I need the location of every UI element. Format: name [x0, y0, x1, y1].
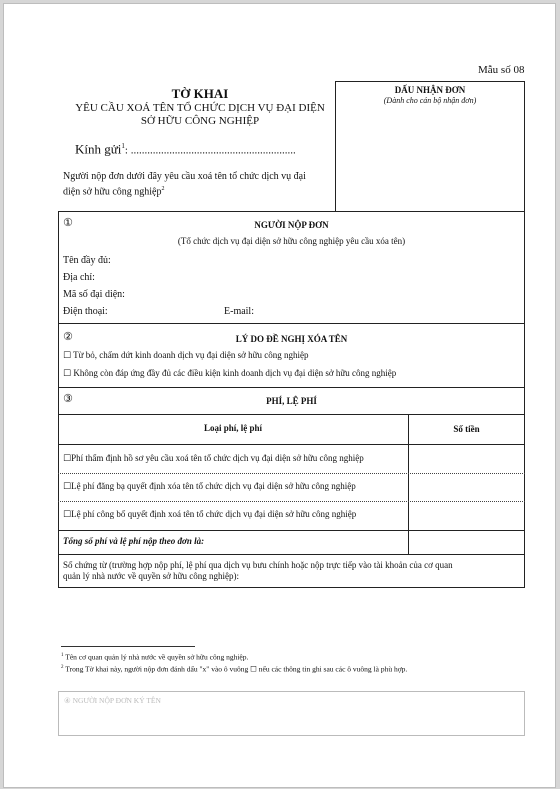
checkbox-icon[interactable]: ☐: [63, 454, 72, 464]
section1-number: ①: [63, 216, 73, 229]
fee-row-label: Phí thẩm định hồ sơ yêu cầu xoá tên tổ chức dịch vụ đại diện sở hữu công nghiệp: [71, 453, 364, 463]
fee-row-label: Lệ phí đăng bạ quyết định xóa tên tổ chức dịch vụ đại diện sở hữu công nghiệp: [71, 481, 356, 491]
row-divider: [58, 473, 525, 474]
addressee-label: Kính gửi: [75, 141, 122, 157]
amount-header: Số tiền: [453, 424, 480, 434]
footnote: [61, 663, 407, 675]
addressee: [75, 139, 296, 158]
stamp-box-title: DẤU NHẬN ĐƠN: [394, 85, 466, 95]
intro-line2: diện sở hữu công nghiệp: [63, 186, 162, 198]
section1-title: NGƯỜI NỘP ĐƠN: [254, 220, 329, 230]
reason-option[interactable]: [63, 368, 396, 380]
phone-label: Điện thoại:: [63, 306, 108, 317]
form-subtitle-line2: SỞ HỮU CÔNG NGHIỆP: [140, 115, 260, 127]
form-number: Mẫu số 08: [478, 64, 525, 76]
voucher-line2: quản lý nhà nước về quyền sở hữu công nghiệp):: [63, 571, 239, 581]
row-divider: [58, 501, 525, 502]
checkbox-icon[interactable]: ☐: [63, 482, 72, 492]
footnote: [61, 651, 248, 663]
checkbox-icon[interactable]: ☐: [63, 351, 72, 361]
intro-text: [63, 171, 338, 198]
signature-box[interactable]: [58, 691, 525, 736]
rep-code-label: Mã số đại diện:: [63, 289, 125, 300]
footnote-text: Tên cơ quan quản lý nhà nước về quyền sở hữu công nghiệp.: [65, 652, 249, 662]
stamp-box-note: (Dành cho cán bộ nhận đơn): [383, 96, 477, 105]
section3-number: ③: [63, 392, 73, 405]
email-label: E-mail:: [224, 306, 254, 317]
fee-row[interactable]: [63, 481, 356, 493]
divider: [58, 414, 525, 415]
section2-title: LÝ DO ĐỀ NGHỊ XÓA TÊN: [235, 334, 348, 344]
reason-option-label: Từ bỏ, chấm dứt kinh doanh dịch vụ đại diện sở hữu công nghiệp: [73, 350, 309, 360]
signature-number: ④: [64, 696, 71, 705]
divider: [58, 530, 525, 531]
signature-title: NGƯỜI NỘP ĐƠN KÝ TÊN: [72, 696, 161, 705]
form-page: [3, 3, 556, 788]
footnote-ref: 2: [61, 665, 64, 670]
footnote-ref: 1: [61, 653, 64, 658]
column-divider: [408, 414, 409, 554]
voucher-line1: Số chứng từ (trường hợp nộp phí, lệ phí qua dịch vụ bưu chính hoặc nộp trực tiếp vào tài khoản của cơ quan: [63, 560, 453, 570]
footnote-text: Trong Tờ khai này, người nộp đơn đánh dấu "x" vào ô vuông ☐ nếu các thông tin ghi sau các ô vuông là phù hợp.: [65, 664, 408, 674]
footnote-separator: [61, 646, 195, 647]
intro-footnote-ref: 2: [161, 186, 165, 192]
total-fee-label: Tổng số phí và lệ phí nộp theo đơn là:: [63, 536, 205, 546]
divider: [58, 554, 525, 555]
form-title: TỜ KHAI: [171, 86, 229, 101]
fee-row[interactable]: [63, 509, 356, 521]
section3-title: PHÍ, LỆ PHÍ: [266, 396, 317, 406]
divider: [58, 387, 525, 388]
reason-option[interactable]: [63, 350, 309, 362]
fee-type-header: Loại phí, lệ phí: [203, 423, 263, 433]
addressee-footnote-ref: 1: [121, 142, 125, 150]
section1-subtitle: (Tổ chức dịch vụ đại diện sở hữu công nghiệp yêu cầu xóa tên): [177, 236, 406, 246]
section2-number: ②: [63, 330, 73, 343]
fee-row[interactable]: [63, 453, 364, 465]
intro-line1: Người nộp đơn dưới đây yêu cầu xoá tên tổ chức dịch vụ đại: [63, 171, 306, 182]
addressee-dots[interactable]: : ............................................................: [124, 144, 296, 157]
reason-option-label: Không còn đáp ứng đầy đủ các điều kiện kinh doanh dịch vụ đại diện sở hữu công nghiệp: [73, 368, 397, 378]
full-name-label: Tên đầy đủ:: [63, 255, 111, 266]
voucher-text: [63, 560, 523, 582]
address-label: Địa chỉ:: [63, 272, 95, 283]
divider: [58, 323, 525, 324]
checkbox-icon[interactable]: ☐: [63, 369, 72, 379]
fee-row-label: Lệ phí công bố quyết định xoá tên tổ chức dịch vụ đại diện sở hữu công nghiệp: [71, 509, 357, 519]
divider: [58, 444, 525, 445]
checkbox-icon[interactable]: ☐: [63, 510, 72, 520]
form-subtitle-line1: YÊU CẦU XOÁ TÊN TỔ CHỨC DỊCH VỤ ĐẠI DIỆN: [75, 102, 325, 114]
stamp-box: [335, 81, 525, 212]
